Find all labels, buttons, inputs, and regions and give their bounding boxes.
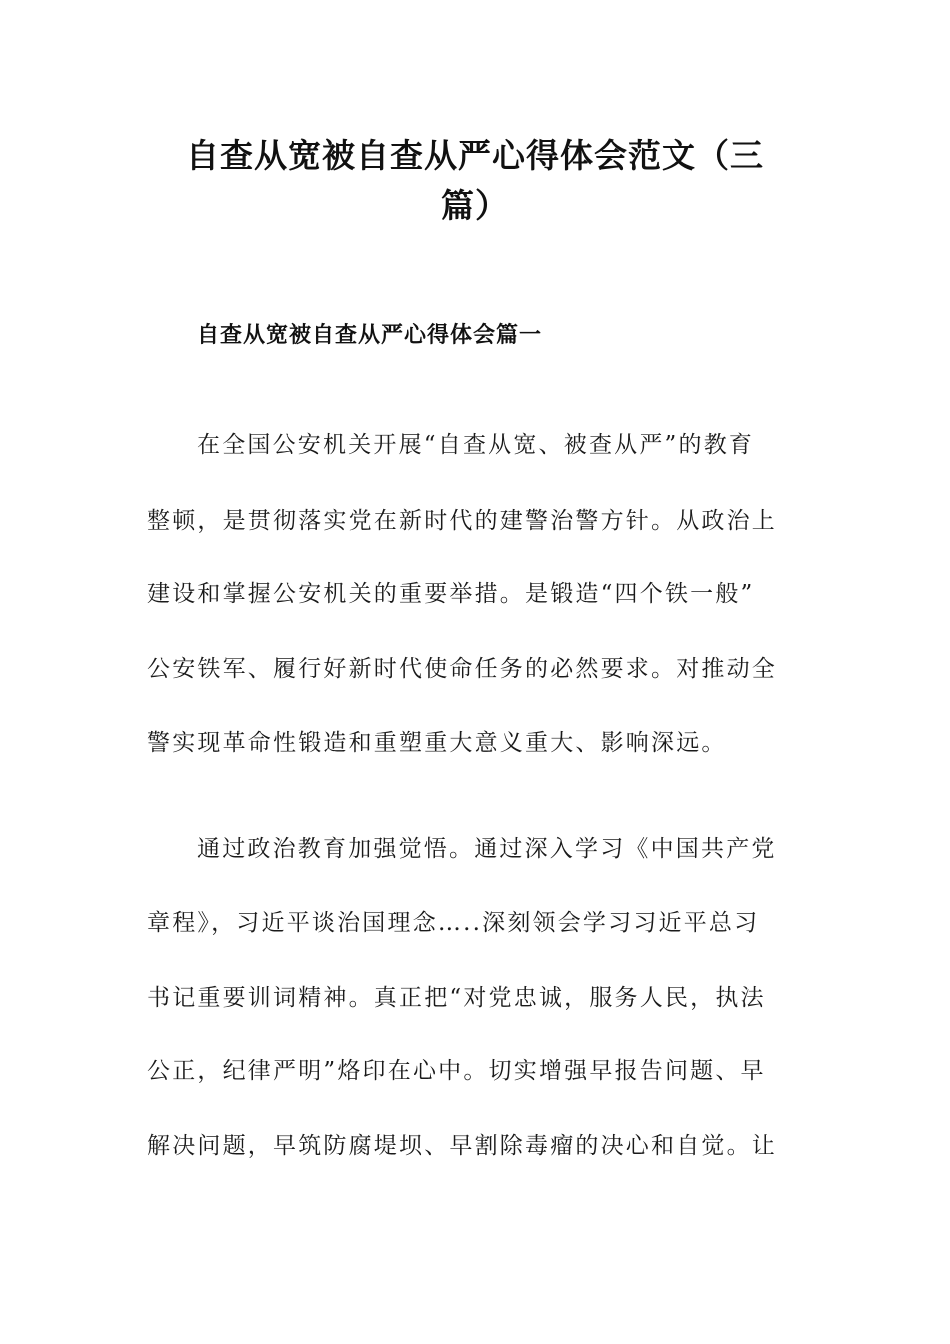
section-heading: 自查从宽被自查从严心得体会篇一 <box>197 323 543 348</box>
document-title-line-1: 自查从宽被自查从严心得体会范文（三 <box>186 136 764 175</box>
paragraph-1-line-2: 整顿，是贯彻落实党在新时代的建警治警方针。从政治上 <box>147 508 777 534</box>
document-title-line-2: 篇） <box>441 186 509 225</box>
paragraph-2-line-5: 解决问题，早筑防腐堤坝、早割除毒瘤的决心和自觉。让 <box>147 1133 777 1159</box>
paragraph-1-line-5: 警实现革命性锻造和重塑重大意义重大、影响深远。 <box>147 730 727 756</box>
paragraph-1-line-1: 在全国公安机关开展“自查从宽、被查从严”的教育 <box>197 432 755 458</box>
paragraph-2-line-4: 公正，纪律严明”烙印在心中。切实增强早报告问题、早 <box>147 1058 766 1084</box>
paragraph-1-line-4: 公安铁军、履行好新时代使命任务的必然要求。对推动全 <box>147 656 777 682</box>
paragraph-1-line-3: 建设和掌握公安机关的重要举措。是锻造“四个铁一般” <box>147 581 755 607</box>
paragraph-2-line-1: 通过政治教育加强觉悟。通过深入学习《中国共产党 <box>197 836 777 862</box>
paragraph-2-line-3: 书记重要训词精神。真正把“对党忠诚，服务人民，执法 <box>147 985 766 1011</box>
paragraph-2-line-2: 章程》，习近平谈治国理念…..深刻领会学习习近平总习 <box>147 910 760 936</box>
